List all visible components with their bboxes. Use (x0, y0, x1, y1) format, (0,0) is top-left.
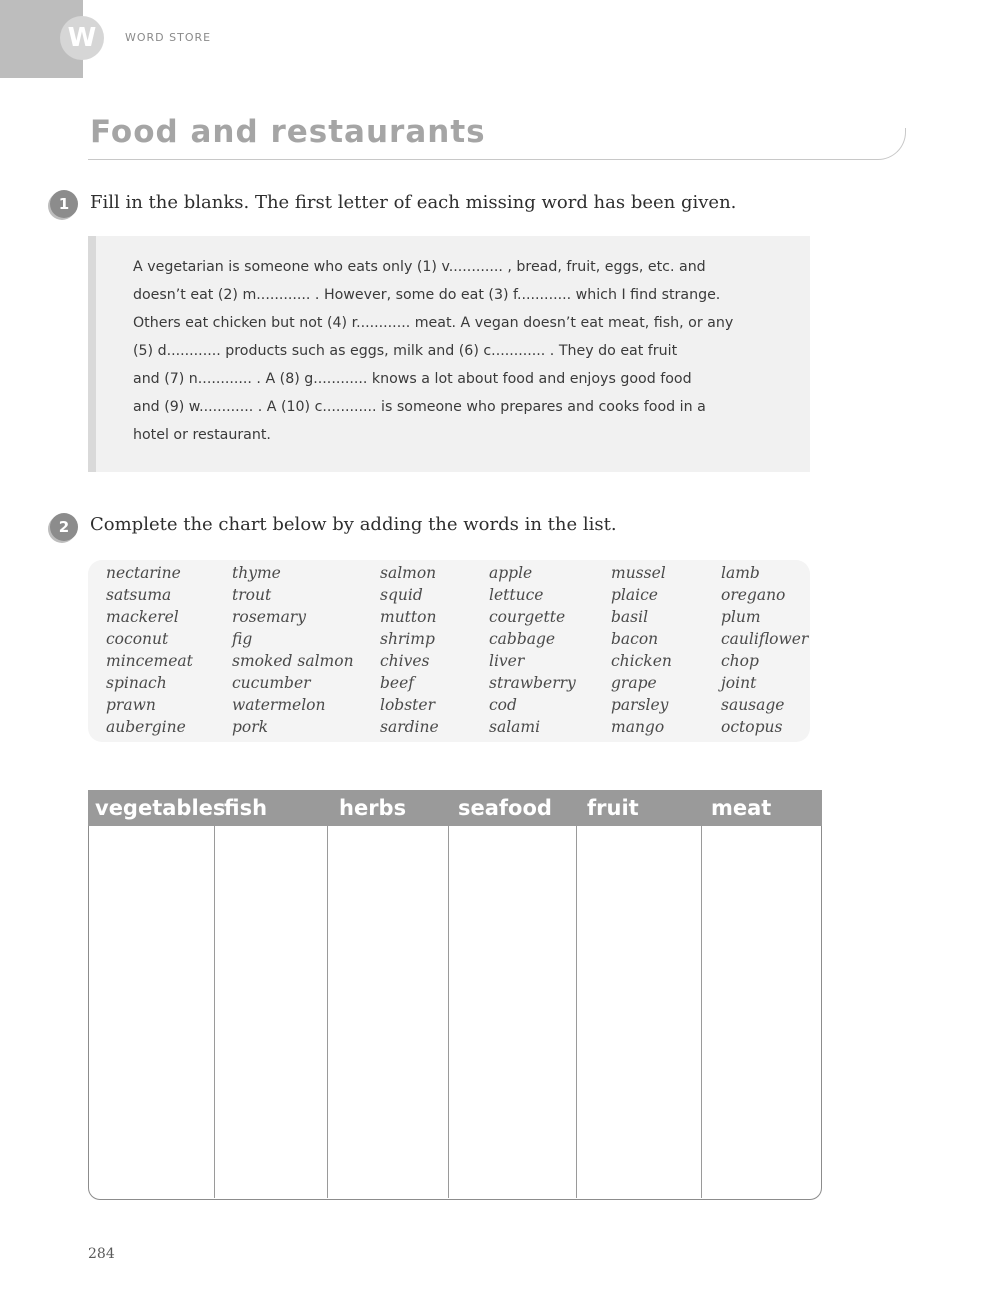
word-column (611, 562, 672, 738)
word-item: mincemeat (106, 652, 193, 670)
word-item: fig (232, 630, 253, 648)
word-item: cucumber (232, 674, 311, 692)
word-item: squid (380, 586, 423, 604)
word-column (489, 562, 576, 738)
word-item: trout (232, 586, 272, 604)
chart-column-divider (214, 826, 215, 1198)
word-item: parsley (611, 696, 669, 714)
exercise-2-number: 2 (50, 513, 78, 541)
chart-header-fruit: fruit (587, 796, 639, 820)
word-item: lamb (721, 564, 760, 582)
word-item: rosemary (232, 608, 306, 626)
word-item: chop (721, 652, 759, 670)
word-item: grape (611, 674, 657, 692)
word-item: pork (232, 718, 269, 736)
word-item: lobster (380, 696, 435, 714)
word-item: cauliflower (721, 630, 809, 648)
word-column (721, 562, 808, 738)
word-item: bacon (611, 630, 659, 648)
word-column (232, 562, 354, 738)
chart-header-herbs: herbs (339, 796, 407, 820)
word-item: beef (380, 674, 415, 692)
word-item: satsuma (106, 586, 172, 604)
word-item: basil (611, 608, 649, 626)
exercise-1-instruction: Fill in the blanks. The first letter of each missing word has been given. (90, 192, 737, 213)
word-item: plaice (611, 586, 658, 604)
word-item: spinach (106, 674, 167, 692)
word-item: cabbage (489, 630, 556, 648)
chart-column-divider (576, 826, 577, 1198)
word-item: mackerel (106, 608, 179, 626)
word-item: liver (489, 652, 525, 670)
chart-header-meat: meat (711, 796, 772, 820)
word-item: courgette (489, 608, 566, 626)
word-column (380, 562, 439, 738)
passage-line: A vegetarian is someone who eats only (1) v............ , bread, fruit, eggs, etc. and (133, 259, 706, 275)
word-list-panel (88, 560, 810, 742)
passage-line: and (7) n............ . A (8) g............ knows a lot about food and enjoys good food (133, 371, 692, 387)
chart-header-seafood: seafood (458, 796, 552, 820)
word-item: thyme (232, 564, 281, 582)
word-item: mutton (380, 608, 437, 626)
word-item: watermelon (232, 696, 326, 714)
word-item: oregano (721, 586, 786, 604)
word-item: coconut (106, 630, 169, 648)
word-item: nectarine (106, 564, 181, 582)
word-item: mussel (611, 564, 666, 582)
word-item: chicken (611, 652, 672, 670)
word-item: salami (489, 718, 541, 736)
word-item: prawn (106, 696, 156, 714)
page-title: Food and restaurants (90, 114, 486, 150)
word-item: octopus (721, 718, 783, 736)
word-item: joint (721, 674, 757, 692)
section-badge: W (60, 16, 104, 60)
word-column (106, 562, 193, 738)
word-item: apple (489, 564, 533, 582)
passage-line: and (9) w............ . A (10) c............ is someone who prepares and cooks food in a (133, 399, 706, 415)
word-item: aubergine (106, 718, 186, 736)
word-item: plum (721, 608, 761, 626)
passage-line: hotel or restaurant. (133, 427, 271, 443)
chart-column-divider (448, 826, 449, 1198)
chart-column-divider (327, 826, 328, 1198)
chart-header-fish: fish (224, 796, 268, 820)
word-item: sardine (380, 718, 439, 736)
word-item: cod (489, 696, 517, 714)
word-item: chives (380, 652, 430, 670)
chart-column-divider (701, 826, 702, 1198)
exercise-2-instruction: Complete the chart below by adding the words in the list. (90, 514, 617, 535)
word-item: sausage (721, 696, 785, 714)
word-item: lettuce (489, 586, 544, 604)
chart-header-vegetables: vegetables (95, 796, 226, 820)
chart-body (88, 826, 822, 1200)
word-item: mango (611, 718, 665, 736)
word-item: shrimp (380, 630, 435, 648)
word-item: salmon (380, 564, 437, 582)
page-number: 284 (88, 1246, 115, 1262)
word-item: smoked salmon (232, 652, 354, 670)
passage-line: doesn’t eat (2) m............ . However, some do eat (3) f............ which I find strange. (133, 287, 721, 303)
section-label: WORD STORE (125, 31, 212, 44)
passage-line: Others eat chicken but not (4) r............ meat. A vegan doesn’t eat meat, fish, or any (133, 315, 734, 331)
exercise-1-passage (133, 253, 813, 449)
word-item: strawberry (489, 674, 576, 692)
passage-line: (5) d............ products such as eggs, milk and (6) c............ . They do eat fruit (133, 343, 678, 359)
exercise-1-number: 1 (50, 190, 78, 218)
